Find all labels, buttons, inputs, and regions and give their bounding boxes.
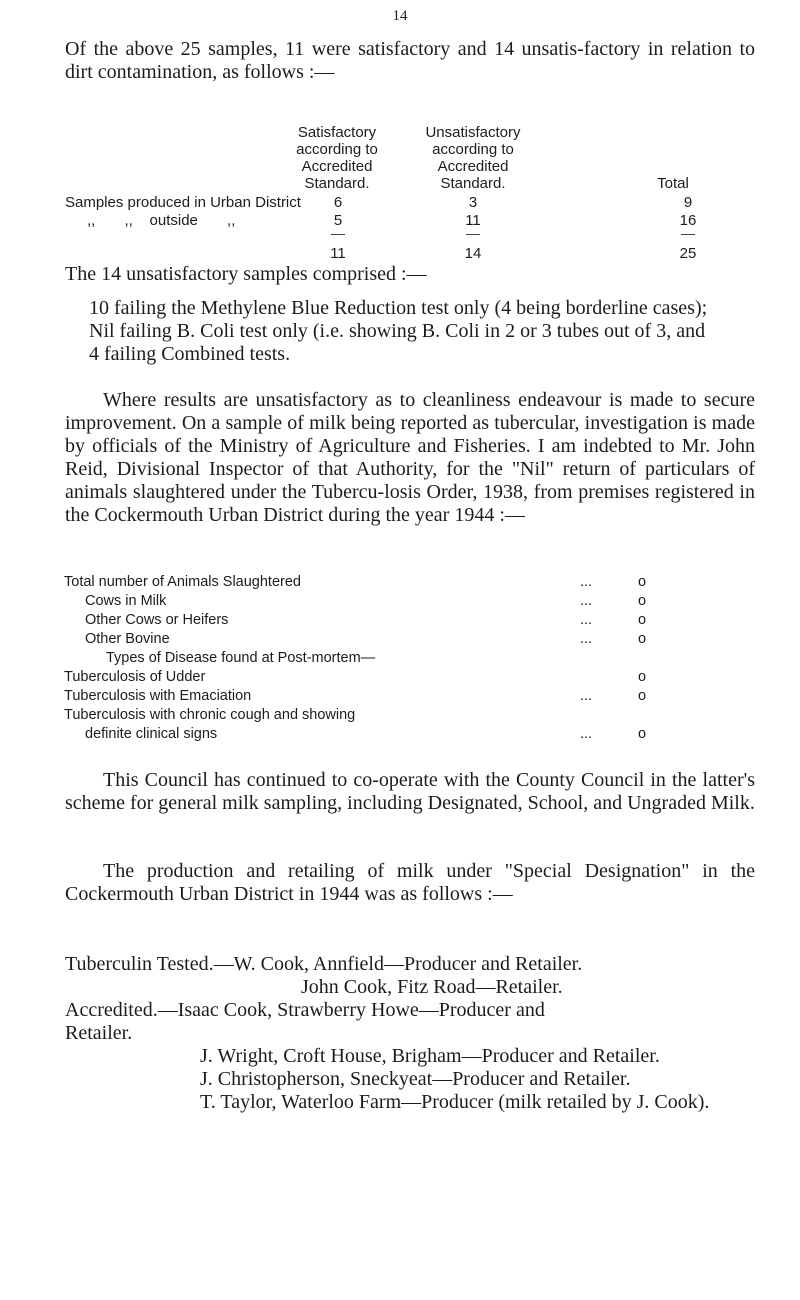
list-item: Types of Disease found at Post-mortem— <box>106 650 376 666</box>
accredited-entry: J. Christopherson, Sneckyeat—Producer and Retailer. <box>200 1068 631 1090</box>
page-number: 14 <box>392 8 408 24</box>
list-item: Other Cows or Heifers ... o <box>85 612 647 628</box>
list-item: 10 failing the Methylene Blue Reduction test only (4 being borderline cases); <box>89 297 708 319</box>
list-item: definite clinical signs ... o <box>85 726 647 742</box>
list-item: Tuberculosis with chronic cough and showing <box>64 707 356 723</box>
rule-sat <box>331 234 345 235</box>
total-unsatisfactory: 14 <box>464 245 482 262</box>
list-item: Total number of Animals Slaughtered ... o <box>64 574 647 590</box>
cell-urban-satisfactory: 6 <box>333 194 343 211</box>
cell-outside-satisfactory: 5 <box>333 212 343 229</box>
accredited-label: Accredited. <box>65 999 158 1021</box>
col-satisfactory-header: Satisfactory according to Accredited Standard. <box>296 124 378 192</box>
unsatisfactory-list <box>89 297 755 366</box>
where-results-paragraph: Where results are unsatisfactory as to cleanliness endeavour is made to secure improvement. On a sample of milk being reported as tubercular, investigation is made by officials of the Ministry of Agriculture and Fisheries. I am indebted to Mr. John Reid, Divisional Inspector of that Authority, for the "Nil" return of particulars of animals slaughtered under the Tubercu-losis Order, 1938, from premises registered in the Cockermouth Urban District during the year 1944 :— <box>65 389 755 526</box>
list-item: Cows in Milk ... o <box>85 593 647 609</box>
tuberculin-tested-entry: Tuberculin Tested.—W. Cook, Annfield—Producer and Retailer. <box>65 953 583 975</box>
cell-outside-unsatisfactory: 11 <box>465 212 481 229</box>
tuberculin-tested-entry: John Cook, Fitz Road—Retailer. <box>301 976 563 998</box>
row-label-outside: ,, ,, outside ,, <box>87 212 236 229</box>
list-item: Tuberculosis with Emaciation ... o <box>64 688 647 704</box>
council-paragraph: This Council has continued to co-operate with the County Council in the latter's scheme for general milk sampling, including Designated, School, and Ungraded Milk. <box>65 769 755 814</box>
cell-urban-total: 9 <box>683 194 693 211</box>
col-total-header: Total <box>657 175 689 192</box>
intro-paragraph: Of the above 25 samples, 11 were satisfactory and 14 unsatis-factory in relation to dirt contamination, as follows :— <box>65 38 755 83</box>
accredited-entry: Accredited.—Isaac Cook, Strawberry Howe—Producer and Retailer. <box>65 999 545 1044</box>
unsatisfactory-heading: The 14 unsatisfactory samples comprised :— <box>65 263 427 285</box>
animals-slaughtered-list <box>64 573 684 744</box>
list-item: Nil failing B. Coli test only (i.e. showing B. Coli in 2 or 3 tubes out of 3, and <box>89 320 706 342</box>
list-item: Other Bovine ... o <box>85 631 647 647</box>
cell-outside-total: 16 <box>679 212 697 229</box>
accredited-entry: T. Taylor, Waterloo Farm—Producer (milk retailed by J. Cook). <box>200 1091 710 1113</box>
production-paragraph: The production and retailing of milk under "Special Designation" in the Cockermouth Urban District in 1944 was as follows :— <box>65 860 755 905</box>
designations-list <box>65 953 755 1114</box>
list-item: Tuberculosis of Udder o <box>64 669 647 685</box>
tuberculin-tested-label: Tuberculin Tested. <box>65 953 214 975</box>
total-satisfactory: 11 <box>330 245 346 262</box>
list-item: 4 failing Combined tests. <box>89 343 291 365</box>
row-label-urban: Samples produced in Urban District <box>65 194 301 211</box>
rule-total <box>681 234 695 235</box>
cell-urban-unsatisfactory: 3 <box>468 194 478 211</box>
col-unsatisfactory-header: Unsatisfactory according to Accredited Standard. <box>425 124 521 192</box>
rule-unsat <box>466 234 480 235</box>
total-all: 25 <box>679 245 697 262</box>
accredited-entry: J. Wright, Croft House, Brigham—Producer and Retailer. <box>200 1045 660 1067</box>
